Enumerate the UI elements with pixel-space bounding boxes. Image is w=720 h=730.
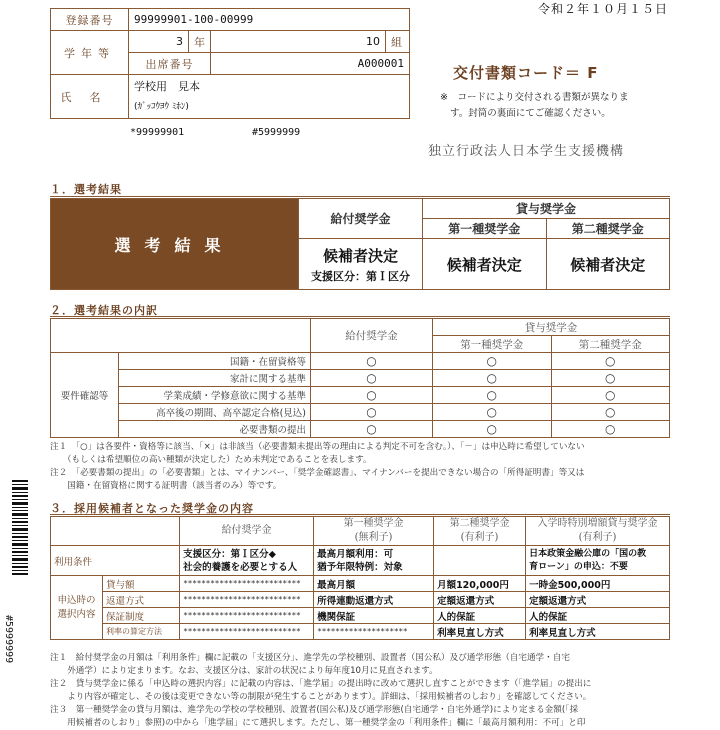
requirement-kyufu-mark: ○	[311, 353, 433, 370]
grade-unit: 年	[189, 31, 211, 53]
student-name: 学校用 見本	[134, 79, 200, 93]
requirement-first-mark: ○	[433, 404, 552, 421]
selection-row-label: 利率の算定方法	[103, 624, 180, 640]
first-type-header: 第一種奨学金	[423, 219, 547, 239]
grade-number: 3	[129, 31, 189, 53]
requirement-row-label: 必要書類の提出	[119, 421, 311, 438]
section2-rule	[50, 316, 670, 317]
note-line: 注２ 貸与奨学金に係る「申込時の選択内容」に記載の内容は、「進学届」の提出時に改めて選択し直すことができます（「進学届」の提出に	[50, 679, 592, 689]
condition-kyufu-line2: 社会的養護を必要とする人	[183, 561, 298, 573]
adopted-second-header	[434, 517, 526, 546]
requirement-kyufu-mark: ○	[311, 404, 433, 421]
kyufu-header: 給付奨学金	[299, 199, 423, 239]
adopted-first-header-title: 第一種奨学金	[343, 518, 404, 529]
document-code-title: 交付書類コード＝ F	[453, 64, 599, 82]
requirement-first-mark: ○	[433, 421, 552, 438]
note-line: 注１ 給付奨学金の月額は「利用条件」欄に記載の「支援区分」、進学先の学校種別、設置者（国公私）及び通学形態（自宅通学・自宅	[50, 653, 570, 663]
requirement-second-mark: ○	[551, 353, 670, 370]
condition-special-line2: 育ローン」の申込：不要	[529, 561, 628, 572]
adopted-special-header	[526, 517, 670, 546]
note-line: 用候補者のしおり」参照)の中から「進学届」にて選択します。ただし、第一種奨学金の「利用条件」欄に「最高月額利用：不可」と印	[50, 718, 586, 728]
selection-first: ********************	[314, 624, 434, 640]
registration-number: 99999901-100-00999	[129, 9, 410, 31]
class-number: 10	[211, 31, 386, 53]
requirement-second-mark: ○	[551, 370, 670, 387]
selection-special: 利率見直し方式	[526, 624, 670, 640]
selection-row-label: 保証制度	[103, 608, 180, 624]
student-name-kana: (ｶﾞｯｺｳﾖｳ ﾐﾎﾝ)	[134, 101, 189, 112]
note-line: 注２ 「必要書類の提出」の「必要書類」とは、マイナンバー、「奨学金確認書」、マイナンバーを提出できない場合の「所得証明書」等又は	[50, 468, 585, 478]
adopted-first-header	[314, 517, 434, 546]
document-code-note	[440, 90, 670, 122]
code-note-line1: ※ コードにより交付される書類が異なりま	[440, 92, 629, 103]
selection-second: 定額返還方式	[434, 592, 526, 608]
note-line: （もしくは希望順位の高い種類が決定した）ため未判定であることを表します。	[50, 455, 372, 465]
class-unit: 組	[386, 31, 410, 53]
section3-rule	[50, 514, 670, 515]
id-left: *99999901	[130, 127, 185, 138]
section2-notes	[50, 441, 585, 493]
barcode-image	[12, 480, 28, 575]
first-type-result: 候補者決定	[423, 239, 547, 290]
requirement-second-mark: ○	[551, 404, 670, 421]
adopted-scholarship-table	[50, 516, 670, 640]
selection-side-label	[51, 576, 103, 640]
vertical-id: #5999999	[3, 615, 14, 664]
kyufu-result-sub: 支援区分：第Ｉ区分	[311, 269, 410, 283]
note-line: 注３ 第一種奨学金の貸与月額は、進学先の学校の学校種別、設置者(国公私)及び通学形態(自宅通学・自宅外通学)により定まる金額(「採	[50, 705, 579, 715]
requirement-row-label: 家計に関する基準	[119, 370, 311, 387]
condition-first	[314, 546, 434, 576]
note-line: 外通学）により定まります。なお、支援区分は、家計の状況により毎年度10月に見直されます。	[50, 666, 438, 676]
note-line: 国籍・在留資格に関する証明書（該当者のみ）等です。	[50, 481, 282, 491]
requirement-first-mark: ○	[433, 370, 552, 387]
condition-second	[434, 546, 526, 576]
adopted-second-header-sub: (有利子)	[460, 532, 499, 543]
breakdown-second-header: 第二種奨学金	[551, 336, 670, 353]
selection-side-line1: 申込時の	[57, 594, 96, 606]
condition-first-line1: 最高月額利用：可	[317, 548, 394, 560]
section1-title: １．選考結果	[50, 183, 122, 196]
code-note-line2: す。封筒の裏面にてご確認ください。	[450, 108, 611, 119]
selection-second: 利率見直し方式	[434, 624, 526, 640]
kyufu-masked: **************************	[180, 624, 314, 640]
requirement-kyufu-mark: ○	[311, 421, 433, 438]
taiyo-header: 貸与奨学金	[423, 199, 670, 219]
section3-notes	[50, 652, 591, 730]
condition-label: 利用条件	[51, 546, 180, 576]
selection-result-label: 選考結果	[51, 199, 299, 290]
kyufu-masked: **************************	[180, 592, 314, 608]
name-label: 氏名	[51, 75, 129, 119]
kyufu-result-value: 候補者決定	[322, 246, 398, 265]
seat-number: A000001	[211, 53, 410, 75]
selection-second: 人的保証	[434, 608, 526, 624]
breakdown-kyufu-header: 給付奨学金	[311, 319, 433, 353]
registration-label: 登録番号	[51, 9, 129, 31]
selection-second: 月額120,000円	[434, 576, 526, 592]
adopted-corner	[51, 517, 180, 546]
requirement-row-label: 学業成績・学修意欲に関する基準	[119, 387, 311, 404]
selection-first: 機関保証	[314, 608, 434, 624]
requirement-row-label: 国籍・在留資格等	[119, 353, 311, 370]
selection-special: 一時金500,000円	[526, 576, 670, 592]
selection-side-line2: 選択内容	[57, 608, 96, 620]
student-info-table	[50, 8, 410, 119]
requirement-first-mark: ○	[433, 387, 552, 404]
breakdown-first-header: 第一種奨学金	[433, 336, 552, 353]
selection-special: 人的保証	[526, 608, 670, 624]
breakdown-taiyo-header: 貸与奨学金	[433, 319, 670, 336]
requirement-second-mark: ○	[551, 387, 670, 404]
selection-special: 定額返還方式	[526, 592, 670, 608]
note-line: より内容が確定し、その後は変更できない等の制限が発生することがあります）。詳細は、「採用候補者のしおり」を確認してください。	[50, 692, 592, 702]
requirement-kyufu-mark: ○	[311, 370, 433, 387]
grade-label: 学年等	[51, 31, 129, 75]
issue-date: 令和２年１０月１５日	[537, 2, 668, 16]
id-right: #5999999	[252, 127, 301, 138]
selection-result-table	[50, 198, 670, 290]
selection-first: 所得連動返還方式	[314, 592, 434, 608]
name-cell	[129, 75, 410, 119]
section1-rule	[50, 196, 670, 197]
kyufu-masked: **************************	[180, 576, 314, 592]
requirement-row-label: 高卒後の期間、高卒認定合格(見込)	[119, 404, 311, 421]
selection-first: 最高月額	[314, 576, 434, 592]
breakdown-corner	[51, 319, 311, 353]
requirement-second-mark: ○	[551, 421, 670, 438]
condition-kyufu	[180, 546, 314, 576]
adopted-first-header-sub: (無利子)	[354, 532, 393, 543]
adopted-second-header-title: 第二種奨学金	[449, 518, 510, 529]
requirement-side-label: 要件確認等	[51, 353, 119, 438]
breakdown-table	[50, 318, 670, 438]
kyufu-masked: **************************	[180, 608, 314, 624]
condition-special-line1: 日本政策金融公庫の「国の教	[529, 548, 647, 559]
condition-special	[526, 546, 670, 576]
condition-kyufu-line1: 支援区分：第Ｉ区分◆	[183, 548, 276, 560]
adopted-kyufu-header: 給付奨学金	[180, 517, 314, 546]
adopted-special-header-title: 入学時特別増額貸与奨学金	[537, 518, 658, 529]
second-type-result: 候補者決定	[546, 239, 670, 290]
adopted-special-header-sub: (有利子)	[578, 532, 617, 543]
requirement-first-mark: ○	[433, 353, 552, 370]
note-line: 注１ 「○」は各要件・資格等に該当、「×」は非該当（必要書類未提出等の理由による判定不可を含む。）、「－」は申込時に希望していない	[50, 442, 585, 452]
selection-row-label: 返還方式	[103, 592, 180, 608]
organization-name: 独立行政法人日本学生支援機構	[428, 144, 625, 159]
seat-label: 出席番号	[129, 53, 211, 75]
requirement-kyufu-mark: ○	[311, 387, 433, 404]
section3-title: ３．採用候補者となった奨学金の内容	[50, 502, 254, 515]
selection-row-label: 貸与額	[103, 576, 180, 592]
kyufu-result	[299, 239, 423, 290]
second-type-header: 第二種奨学金	[546, 219, 670, 239]
condition-first-line2: 猶予年限特例：対象	[317, 561, 403, 573]
section2-title: ２．選考結果の内訳	[50, 304, 158, 317]
